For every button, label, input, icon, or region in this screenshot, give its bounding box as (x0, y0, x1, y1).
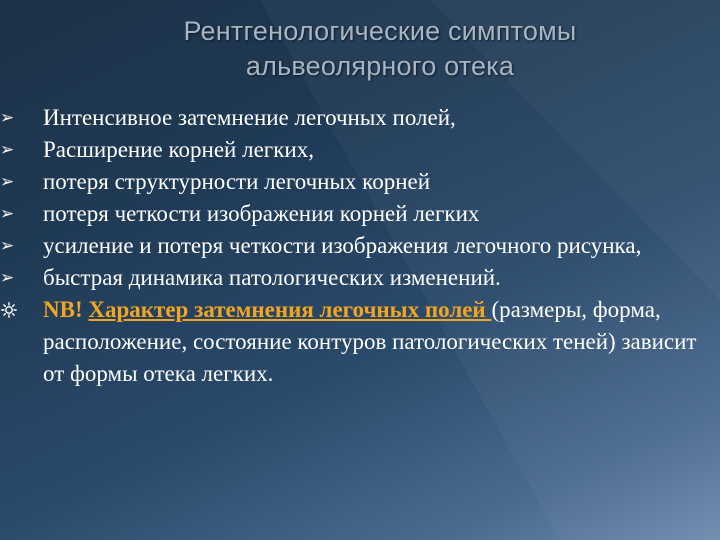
list-item (0, 134, 720, 166)
title-line-1: Рентгенологические симптомы (183, 16, 577, 46)
arrow-bullet-icon: ➢ (0, 140, 15, 160)
arrow-bullet-icon: ➢ (0, 108, 15, 128)
nb-prefix: NB! (43, 297, 89, 322)
list-item-text: быстрая динамика патологических изменений. (43, 265, 501, 290)
list-item (0, 262, 720, 294)
arrow-bullet-icon: ➢ (0, 268, 15, 288)
arrow-bullet-icon: ➢ (0, 236, 15, 256)
arrow-bullet-icon: ➢ (0, 172, 15, 192)
list-item (0, 198, 720, 230)
list-item (0, 102, 720, 134)
list-item-text: Интенсивное затемнение легочных полей, (43, 105, 456, 130)
bullet-list (0, 102, 720, 390)
list-item-text: усиление и потеря четкости изображения легочного рисунка, (43, 233, 642, 258)
list-item-text: потеря четкости изображения корней легких (43, 201, 480, 226)
arrow-bullet-icon: ➢ (0, 204, 15, 224)
list-item (0, 166, 720, 198)
title-line-2: альвеолярного отека (245, 51, 515, 81)
list-item (0, 230, 720, 262)
nb-list-item (0, 294, 720, 390)
nb-highlight: Характер затемнения легочных полей (88, 297, 492, 322)
sun-bullet-icon (1, 302, 17, 318)
list-item-text: Расширение корней легких, (43, 137, 314, 162)
slide-title (0, 14, 720, 84)
list-item-text: потеря структурности легочных корней (43, 169, 431, 194)
nb-rest-text: (размеры, форма, расположение, состояние контуров патологических теней) зависит от формы отека легких. (43, 297, 697, 386)
